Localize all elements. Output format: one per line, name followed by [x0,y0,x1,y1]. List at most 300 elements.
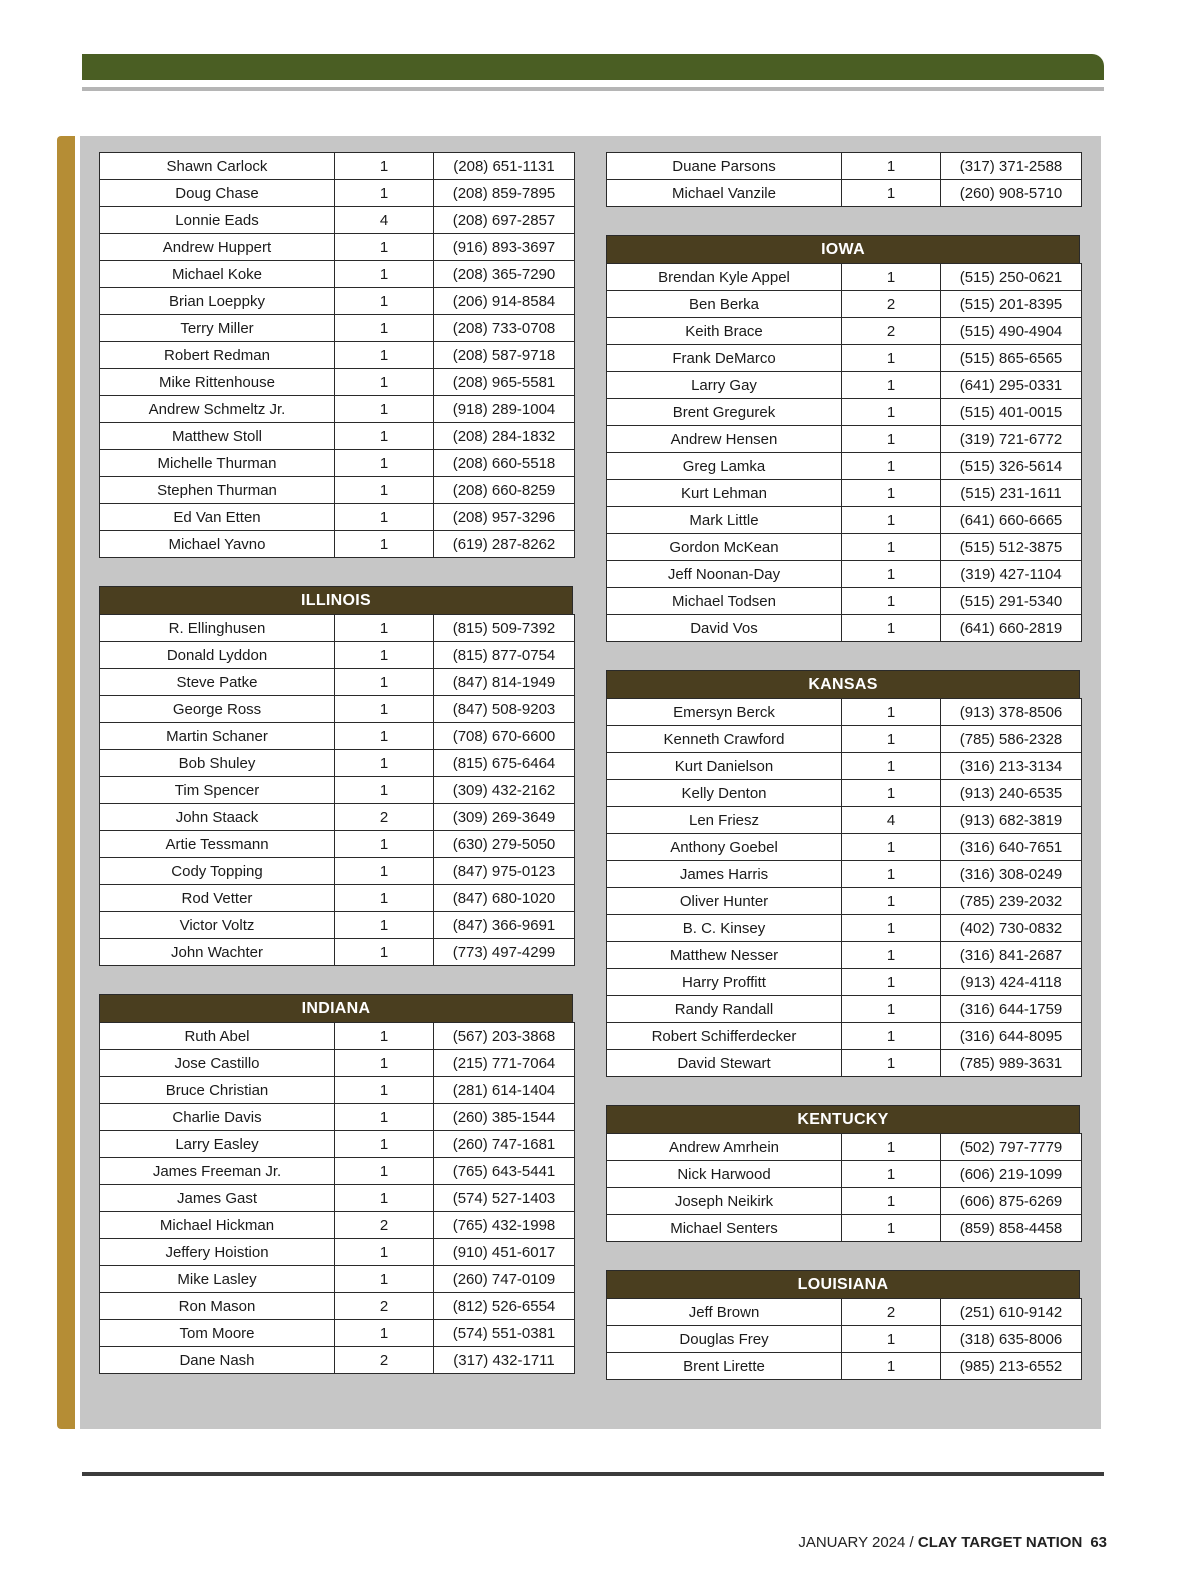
table-row [100,450,575,477]
table-row [100,669,575,696]
entry-count: 1 [335,342,434,369]
phone-number: (606) 219-1099 [941,1161,1082,1188]
contact-name: Frank DeMarco [607,345,842,372]
phone-number: (515) 231-1611 [941,480,1082,507]
phone-number: (319) 721-6772 [941,426,1082,453]
entry-count: 1 [842,969,941,996]
entry-count: 1 [335,615,434,642]
table-row [100,1131,575,1158]
entry-count: 2 [335,1293,434,1320]
table-row [607,615,1082,642]
table-row [607,291,1082,318]
entry-count: 1 [335,939,434,966]
table-row [607,1134,1082,1161]
entry-count: 1 [842,915,941,942]
phone-number: (815) 509-7392 [434,615,575,642]
phone-number: (847) 975-0123 [434,858,575,885]
entry-count: 1 [842,1050,941,1077]
phone-number: (918) 289-1004 [434,396,575,423]
contact-name: Michael Vanzile [607,180,842,207]
table-row [607,180,1082,207]
phone-number: (206) 914-8584 [434,288,575,315]
table-row [100,885,575,912]
contact-name: Charlie Davis [100,1104,335,1131]
contact-table [606,152,1082,207]
entry-count: 1 [335,261,434,288]
state-header: KANSAS [606,670,1080,698]
entry-count: 1 [842,1134,941,1161]
entry-count: 1 [842,888,941,915]
entry-count: 1 [335,1320,434,1347]
entry-count: 2 [842,318,941,345]
header-color-bar [82,54,1104,80]
table-row [607,942,1082,969]
contact-name: B. C. Kinsey [607,915,842,942]
contact-name: Michelle Thurman [100,450,335,477]
phone-number: (773) 497-4299 [434,939,575,966]
entry-count: 1 [335,234,434,261]
phone-number: (913) 682-3819 [941,807,1082,834]
phone-number: (859) 858-4458 [941,1215,1082,1242]
state-header: INDIANA [99,994,573,1022]
table-row [607,345,1082,372]
phone-number: (208) 859-7895 [434,180,575,207]
entry-count: 1 [842,1188,941,1215]
state-section [99,994,573,1374]
table-row [607,453,1082,480]
contact-name: Larry Gay [607,372,842,399]
contact-name: Ruth Abel [100,1023,335,1050]
entry-count: 1 [842,1161,941,1188]
table-row [607,753,1082,780]
table-row [100,750,575,777]
table-row [100,1320,575,1347]
contact-name: Douglas Frey [607,1326,842,1353]
entry-count: 1 [842,264,941,291]
entry-count: 4 [335,207,434,234]
phone-number: (567) 203-3868 [434,1023,575,1050]
phone-number: (574) 527-1403 [434,1185,575,1212]
table-row [100,723,575,750]
contact-name: Joseph Neikirk [607,1188,842,1215]
contact-name: Shawn Carlock [100,153,335,180]
contact-table [606,263,1082,642]
contact-table [99,152,575,558]
phone-number: (502) 797-7779 [941,1134,1082,1161]
entry-count: 1 [335,723,434,750]
table-row [607,726,1082,753]
contact-name: Greg Lamka [607,453,842,480]
contact-name: Brendan Kyle Appel [607,264,842,291]
contact-name: David Vos [607,615,842,642]
table-row [607,318,1082,345]
entry-count: 1 [842,1215,941,1242]
entry-count: 1 [335,750,434,777]
contact-name: Brian Loeppky [100,288,335,315]
phone-number: (515) 490-4904 [941,318,1082,345]
table-row [100,858,575,885]
table-row [607,1326,1082,1353]
contact-name: Matthew Nesser [607,942,842,969]
table-row [100,1185,575,1212]
phone-number: (641) 660-6665 [941,507,1082,534]
entry-count: 1 [335,642,434,669]
contact-name: Andrew Huppert [100,234,335,261]
contact-name: Jose Castillo [100,1050,335,1077]
table-row [100,261,575,288]
contact-name: Gordon McKean [607,534,842,561]
phone-number: (847) 680-1020 [434,885,575,912]
contact-name: Ed Van Etten [100,504,335,531]
state-section [99,586,573,966]
entry-count: 1 [842,726,941,753]
entry-count: 1 [842,507,941,534]
entry-count: 1 [842,399,941,426]
entry-count: 1 [335,153,434,180]
entry-count: 1 [335,858,434,885]
phone-number: (765) 432-1998 [434,1212,575,1239]
entry-count: 1 [842,780,941,807]
table-row [100,234,575,261]
entry-count: 1 [842,1023,941,1050]
phone-number: (309) 432-2162 [434,777,575,804]
table-row [100,504,575,531]
contact-name: Jeff Noonan-Day [607,561,842,588]
table-row [607,426,1082,453]
phone-number: (260) 908-5710 [941,180,1082,207]
contact-name: Michael Koke [100,261,335,288]
contact-name: John Staack [100,804,335,831]
entry-count: 1 [842,699,941,726]
table-row [607,264,1082,291]
table-row [100,1212,575,1239]
table-row [100,288,575,315]
contact-name: Brent Gregurek [607,399,842,426]
contact-name: Rod Vetter [100,885,335,912]
table-row [100,642,575,669]
contact-table [99,1022,575,1374]
table-row [607,1161,1082,1188]
entry-count: 1 [842,180,941,207]
table-row [100,531,575,558]
header-rule [82,87,1104,91]
entry-count: 1 [842,1353,941,1380]
contact-name: Michael Senters [607,1215,842,1242]
state-section [606,1270,1080,1380]
table-row [607,372,1082,399]
phone-number: (317) 371-2588 [941,153,1082,180]
table-row [100,369,575,396]
phone-number: (515) 201-8395 [941,291,1082,318]
entry-count: 1 [842,561,941,588]
entry-count: 1 [335,396,434,423]
entry-count: 1 [335,1239,434,1266]
phone-number: (260) 747-0109 [434,1266,575,1293]
contact-name: Martin Schaner [100,723,335,750]
phone-number: (916) 893-3697 [434,234,575,261]
entry-count: 1 [842,861,941,888]
contact-name: Cody Topping [100,858,335,885]
table-row [100,939,575,966]
phone-number: (208) 284-1832 [434,423,575,450]
contact-name: Nick Harwood [607,1161,842,1188]
table-row [100,1077,575,1104]
contact-name: David Stewart [607,1050,842,1077]
contact-name: Robert Redman [100,342,335,369]
table-row [607,153,1082,180]
contact-name: Donald Lyddon [100,642,335,669]
table-row [607,1215,1082,1242]
table-row [607,888,1082,915]
table-row [607,861,1082,888]
phone-number: (847) 814-1949 [434,669,575,696]
table-row [100,423,575,450]
entry-count: 1 [842,996,941,1023]
contact-name: Ron Mason [100,1293,335,1320]
entry-count: 1 [335,477,434,504]
entry-count: 1 [335,423,434,450]
table-row [607,534,1082,561]
phone-number: (316) 308-0249 [941,861,1082,888]
contact-name: Victor Voltz [100,912,335,939]
contact-name: Andrew Schmeltz Jr. [100,396,335,423]
phone-number: (515) 865-6565 [941,345,1082,372]
entry-count: 1 [842,372,941,399]
entry-count: 1 [842,942,941,969]
entry-count: 1 [335,315,434,342]
publication-name: CLAY TARGET NATION [917,1534,1083,1551]
entry-count: 1 [335,696,434,723]
footer-date: JANUARY 2024 / [798,1534,918,1551]
table-row [100,804,575,831]
table-row [607,969,1082,996]
phone-number: (847) 366-9691 [434,912,575,939]
phone-number: (765) 643-5441 [434,1158,575,1185]
contact-name: George Ross [100,696,335,723]
contact-table [606,698,1082,1077]
table-row [100,1158,575,1185]
entry-count: 1 [335,1077,434,1104]
entry-count: 2 [335,1347,434,1374]
contact-name: Bob Shuley [100,750,335,777]
entry-count: 1 [335,777,434,804]
entry-count: 1 [842,153,941,180]
entry-count: 1 [335,1266,434,1293]
phone-number: (606) 875-6269 [941,1188,1082,1215]
entry-count: 1 [842,480,941,507]
contact-name: Kenneth Crawford [607,726,842,753]
table-row [100,696,575,723]
phone-number: (913) 424-4118 [941,969,1082,996]
contact-name: Ben Berka [607,291,842,318]
phone-number: (208) 697-2857 [434,207,575,234]
table-row [100,1266,575,1293]
entry-count: 1 [335,1185,434,1212]
phone-number: (515) 250-0621 [941,264,1082,291]
contact-name: Duane Parsons [607,153,842,180]
phone-number: (785) 239-2032 [941,888,1082,915]
state-header: KENTUCKY [606,1105,1080,1133]
contact-name: Randy Randall [607,996,842,1023]
contact-table [99,614,575,966]
phone-number: (708) 670-6600 [434,723,575,750]
contact-name: Mike Rittenhouse [100,369,335,396]
phone-number: (316) 841-2687 [941,942,1082,969]
entry-count: 1 [842,345,941,372]
phone-number: (515) 512-3875 [941,534,1082,561]
table-row [100,1293,575,1320]
contact-name: James Gast [100,1185,335,1212]
table-row [100,1104,575,1131]
left-column [99,152,573,1402]
phone-number: (208) 965-5581 [434,369,575,396]
entry-count: 1 [335,450,434,477]
table-row [100,477,575,504]
phone-number: (815) 877-0754 [434,642,575,669]
phone-number: (515) 326-5614 [941,453,1082,480]
contact-name: Kurt Lehman [607,480,842,507]
table-row [607,996,1082,1023]
contact-name: Keith Brace [607,318,842,345]
contact-name: Mike Lasley [100,1266,335,1293]
entry-count: 1 [842,453,941,480]
entry-count: 1 [335,1158,434,1185]
entry-count: 1 [335,180,434,207]
entry-count: 2 [842,291,941,318]
table-row [100,1050,575,1077]
entry-count: 1 [335,504,434,531]
table-row [100,342,575,369]
phone-number: (208) 957-3296 [434,504,575,531]
entry-count: 1 [842,1326,941,1353]
table-row [100,396,575,423]
phone-number: (574) 551-0381 [434,1320,575,1347]
contact-name: Andrew Amrhein [607,1134,842,1161]
contact-name: Tom Moore [100,1320,335,1347]
contact-name: John Wachter [100,939,335,966]
contact-name: Harry Proffitt [607,969,842,996]
entry-count: 1 [335,369,434,396]
entry-count: 1 [335,831,434,858]
contact-name: Terry Miller [100,315,335,342]
phone-number: (208) 365-7290 [434,261,575,288]
table-row [100,1347,575,1374]
accent-strip [57,136,75,1429]
table-row [607,699,1082,726]
table-row [607,807,1082,834]
table-row [100,153,575,180]
phone-number: (208) 587-9718 [434,342,575,369]
right-column [606,152,1080,1408]
entry-count: 2 [335,804,434,831]
phone-number: (402) 730-0832 [941,915,1082,942]
table-row [607,399,1082,426]
entry-count: 1 [335,912,434,939]
phone-number: (208) 660-8259 [434,477,575,504]
entry-count: 1 [335,1131,434,1158]
phone-number: (309) 269-3649 [434,804,575,831]
phone-number: (316) 644-8095 [941,1023,1082,1050]
state-section [606,152,1080,207]
contact-name: James Harris [607,861,842,888]
phone-number: (910) 451-6017 [434,1239,575,1266]
footer-rule [82,1472,1104,1476]
entry-count: 1 [335,1104,434,1131]
contact-name: Matthew Stoll [100,423,335,450]
table-row [100,315,575,342]
entry-count: 1 [842,534,941,561]
phone-number: (913) 378-8506 [941,699,1082,726]
state-header: IOWA [606,235,1080,263]
state-header: ILLINOIS [99,586,573,614]
state-section [606,670,1080,1077]
table-row [100,207,575,234]
phone-number: (260) 747-1681 [434,1131,575,1158]
contact-name: Bruce Christian [100,1077,335,1104]
table-row [607,480,1082,507]
contact-name: Michael Yavno [100,531,335,558]
phone-number: (215) 771-7064 [434,1050,575,1077]
entry-count: 4 [842,807,941,834]
phone-number: (515) 291-5340 [941,588,1082,615]
contact-name: Brent Lirette [607,1353,842,1380]
contact-name: Lonnie Eads [100,207,335,234]
table-row [100,1023,575,1050]
phone-number: (785) 989-3631 [941,1050,1082,1077]
contact-name: Michael Todsen [607,588,842,615]
phone-number: (208) 660-5518 [434,450,575,477]
contact-name: Anthony Goebel [607,834,842,861]
entry-count: 1 [335,1023,434,1050]
contact-name: Artie Tessmann [100,831,335,858]
table-row [607,915,1082,942]
contact-name: Stephen Thurman [100,477,335,504]
contact-name: Jeff Brown [607,1299,842,1326]
state-section [99,152,573,558]
phone-number: (515) 401-0015 [941,399,1082,426]
phone-number: (316) 640-7651 [941,834,1082,861]
entry-count: 2 [842,1299,941,1326]
phone-number: (208) 651-1131 [434,153,575,180]
phone-number: (630) 279-5050 [434,831,575,858]
contact-name: Larry Easley [100,1131,335,1158]
contact-name: R. Ellinghusen [100,615,335,642]
state-section [606,235,1080,642]
phone-number: (260) 385-1544 [434,1104,575,1131]
contact-name: Mark Little [607,507,842,534]
entry-count: 1 [335,1050,434,1077]
contact-name: Dane Nash [100,1347,335,1374]
contact-name: Len Friesz [607,807,842,834]
phone-number: (251) 610-9142 [941,1299,1082,1326]
contact-name: Andrew Hensen [607,426,842,453]
contact-name: Oliver Hunter [607,888,842,915]
phone-number: (913) 240-6535 [941,780,1082,807]
contact-name: Robert Schifferdecker [607,1023,842,1050]
entry-count: 1 [842,588,941,615]
entry-count: 1 [335,885,434,912]
phone-number: (619) 287-8262 [434,531,575,558]
table-row [607,507,1082,534]
table-row [607,1023,1082,1050]
state-section [606,1105,1080,1242]
table-row [607,834,1082,861]
contact-name: Doug Chase [100,180,335,207]
table-row [100,180,575,207]
phone-number: (319) 427-1104 [941,561,1082,588]
contact-name: Jeffery Hoistion [100,1239,335,1266]
contact-name: Kelly Denton [607,780,842,807]
